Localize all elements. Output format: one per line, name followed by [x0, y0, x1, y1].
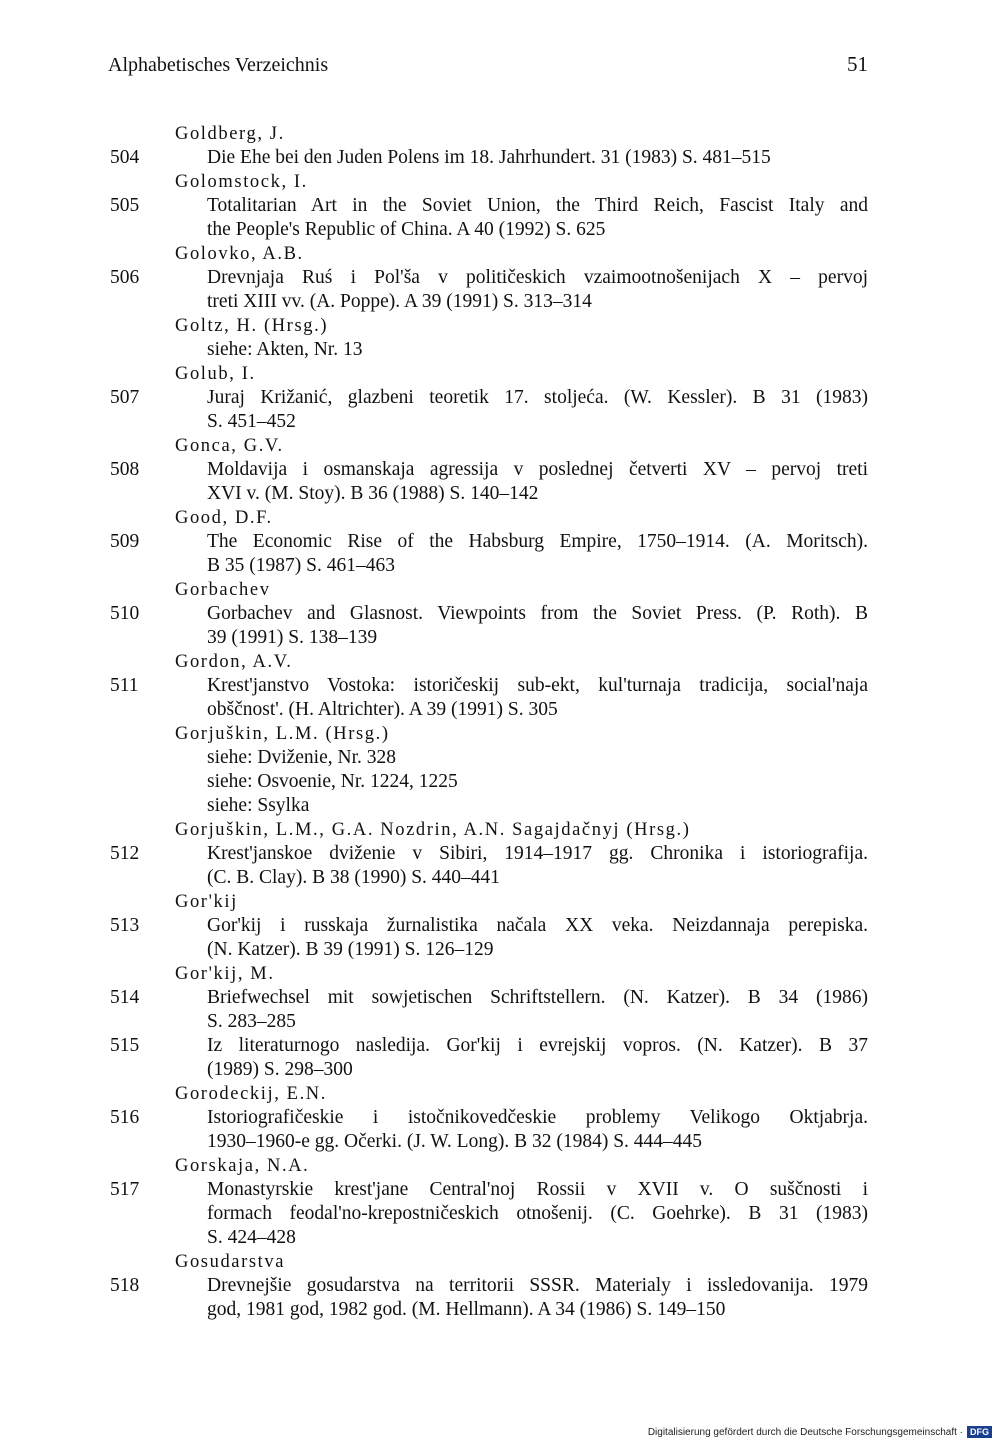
citation-line: (N. Katzer). B 39 (1991) S. 126–129	[207, 939, 494, 960]
footer	[648, 1426, 992, 1438]
citation-line: Totalitarian Art in the Soviet Union, the Third Reich, Fascist Italy and	[207, 195, 868, 216]
citation-line: B 35 (1987) S. 461–463	[207, 555, 395, 576]
citation-line: Krest'janskoe dviženie v Sibiri, 1914–1917 gg. Chronika i istoriografija.	[207, 843, 868, 864]
citation-line: 1930–1960-e gg. Očerki. (J. W. Long). B 32 (1984) S. 444–445	[207, 1131, 703, 1152]
author-heading: Golovko, A.B.	[175, 244, 304, 264]
index-entry	[0, 1178, 1000, 1250]
entry-citation	[207, 674, 868, 722]
citation-line: treti XIII vv. (A. Poppe). A 39 (1991) S. 313–314	[207, 291, 592, 312]
entry-citation	[207, 530, 868, 578]
citation-line: Die Ehe bei den Juden Polens im 18. Jahrhundert. 31 (1983) S. 481–515	[207, 147, 771, 168]
entry-citation	[207, 602, 868, 650]
see-reference: siehe: Osvoenie, Nr. 1224, 1225	[207, 771, 458, 792]
entry-number: 515	[110, 1035, 140, 1056]
citation-line: Moldavija i osmanskaja agressija v poslednej četverti XV – pervoj treti	[207, 459, 868, 480]
citation-line: the People's Republic of China. A 40 (1992) S. 625	[207, 219, 606, 240]
citation-line: 39 (1991) S. 138–139	[207, 627, 378, 648]
index-entry	[0, 1274, 1000, 1322]
citation-line: Istoriografičeskie i istočnikovedčeskie problemy Velikogo Oktjabrja.	[207, 1107, 868, 1128]
entry-citation	[207, 914, 868, 962]
entry-citation	[207, 1178, 868, 1250]
author-heading: Good, D.F.	[175, 508, 273, 528]
index-entry	[0, 986, 1000, 1034]
entry-citation	[207, 386, 868, 434]
citation-line: Drevnejšie gosudarstva na territorii SSSR. Materialy i issledovanija. 1979	[207, 1275, 868, 1296]
entry-number: 511	[110, 675, 139, 696]
entry-citation	[207, 146, 868, 170]
author-heading: Golomstock, I.	[175, 172, 308, 192]
see-reference: siehe: Dviženie, Nr. 328	[207, 747, 396, 768]
entry-citation	[207, 986, 868, 1034]
author-heading: Goltz, H. (Hrsg.)	[175, 316, 329, 336]
dfg-logo: DFG	[967, 1426, 992, 1438]
citation-line: Iz literaturnogo nasledija. Gor'kij i evrejskij vopros. (N. Katzer). B 37	[207, 1035, 868, 1056]
citation-line: Juraj Križanić, glazbeni teoretik 17. stoljeća. (W. Kessler). B 31 (1983)	[207, 387, 868, 408]
entry-number: 508	[110, 459, 140, 480]
index-entry	[0, 146, 1000, 170]
citation-line: Monastyrskie krest'jane Central'noj Rossii v XVII v. O suščnosti i	[207, 1179, 868, 1200]
entry-number: 513	[110, 915, 140, 936]
citation-line: The Economic Rise of the Habsburg Empire, 1750–1914. (A. Moritsch).	[207, 531, 868, 552]
author-heading: Gor'kij, M.	[175, 964, 275, 984]
entry-citation	[207, 194, 868, 242]
author-heading: Gorskaja, N.A.	[175, 1156, 310, 1176]
index-entry	[0, 1106, 1000, 1154]
entry-number: 510	[110, 603, 140, 624]
entry-citation	[207, 1034, 868, 1082]
index-entry	[0, 914, 1000, 962]
author-heading: Goldberg, J.	[175, 124, 285, 144]
page-header	[108, 54, 868, 84]
index-entry	[0, 266, 1000, 314]
index-entry	[0, 458, 1000, 506]
index-entry	[0, 386, 1000, 434]
entry-number: 517	[110, 1179, 140, 1200]
author-heading: Gorjuškin, L.M., G.A. Nozdrin, A.N. Sagajdačnyj (Hrsg.)	[175, 820, 691, 840]
index-entry	[0, 1034, 1000, 1082]
citation-line: Gorbachev and Glasnost. Viewpoints from the Soviet Press. (P. Roth). B	[207, 603, 868, 624]
footer-text: Digitalisierung gefördert durch die Deutsche Forschungsgemeinschaft ·	[647, 1426, 963, 1438]
entry-number: 512	[110, 843, 140, 864]
entry-citation	[207, 266, 868, 314]
entry-number: 506	[110, 267, 140, 288]
author-heading: Golub, I.	[175, 364, 256, 384]
index-entry	[0, 842, 1000, 890]
entry-citation	[207, 1106, 868, 1154]
author-heading: Gorjuškin, L.M. (Hrsg.)	[175, 724, 390, 744]
index-entries	[0, 122, 1000, 1322]
author-heading: Gor'kij	[175, 892, 238, 912]
author-heading: Gorbachev	[175, 580, 271, 600]
page-number: 51	[847, 52, 868, 76]
see-reference: siehe: Ssylka	[207, 795, 310, 816]
citation-line: (1989) S. 298–300	[207, 1059, 353, 1080]
entry-citation	[207, 1274, 868, 1322]
citation-line: Drevnjaja Ruś i Pol'ša v političeskich vzaimootnošenijach X – pervoj	[207, 267, 868, 288]
entry-citation	[207, 842, 868, 890]
running-title: Alphabetisches Verzeichnis	[108, 54, 329, 76]
citation-line: obščnost'. (H. Altrichter). A 39 (1991) S. 305	[207, 699, 558, 720]
index-entry	[0, 194, 1000, 242]
citation-line: Briefwechsel mit sowjetischen Schriftstellern. (N. Katzer). B 34 (1986)	[207, 987, 868, 1008]
citation-line: XVI v. (M. Stoy). B 36 (1988) S. 140–142	[207, 483, 539, 504]
citation-line: formach feodal'no-krepostničeskich otnošenij. (C. Goehrke). B 31 (1983)	[207, 1203, 868, 1224]
index-entry	[0, 530, 1000, 578]
citation-line: S. 283–285	[207, 1011, 296, 1032]
citation-line: (C. B. Clay). B 38 (1990) S. 440–441	[207, 867, 501, 888]
entry-number: 504	[110, 147, 140, 168]
author-heading: Gonca, G.V.	[175, 436, 284, 456]
citation-line: god, 1981 god, 1982 god. (M. Hellmann). A 34 (1986) S. 149–150	[207, 1299, 726, 1320]
index-entry	[0, 602, 1000, 650]
entry-number: 514	[110, 987, 140, 1008]
author-heading: Gordon, A.V.	[175, 652, 293, 672]
citation-line: Gor'kij i russkaja žurnalistika načala XX veka. Neizdannaja perepiska.	[207, 915, 868, 936]
author-heading: Gosudarstva	[175, 1252, 286, 1272]
citation-line: Krest'janstvo Vostoka: istoričeskij sub-ekt, kul'turnaja tradicija, social'naja	[207, 675, 868, 696]
entry-number: 505	[110, 195, 140, 216]
entry-citation	[207, 458, 868, 506]
see-reference: siehe: Akten, Nr. 13	[207, 339, 363, 360]
citation-line: S. 451–452	[207, 411, 296, 432]
entry-number: 507	[110, 387, 140, 408]
entry-number: 516	[110, 1107, 140, 1128]
citation-line: S. 424–428	[207, 1227, 296, 1248]
entry-number: 509	[110, 531, 140, 552]
index-entry	[0, 674, 1000, 722]
entry-number: 518	[110, 1275, 140, 1296]
author-heading: Gorodeckij, E.N.	[175, 1084, 327, 1104]
